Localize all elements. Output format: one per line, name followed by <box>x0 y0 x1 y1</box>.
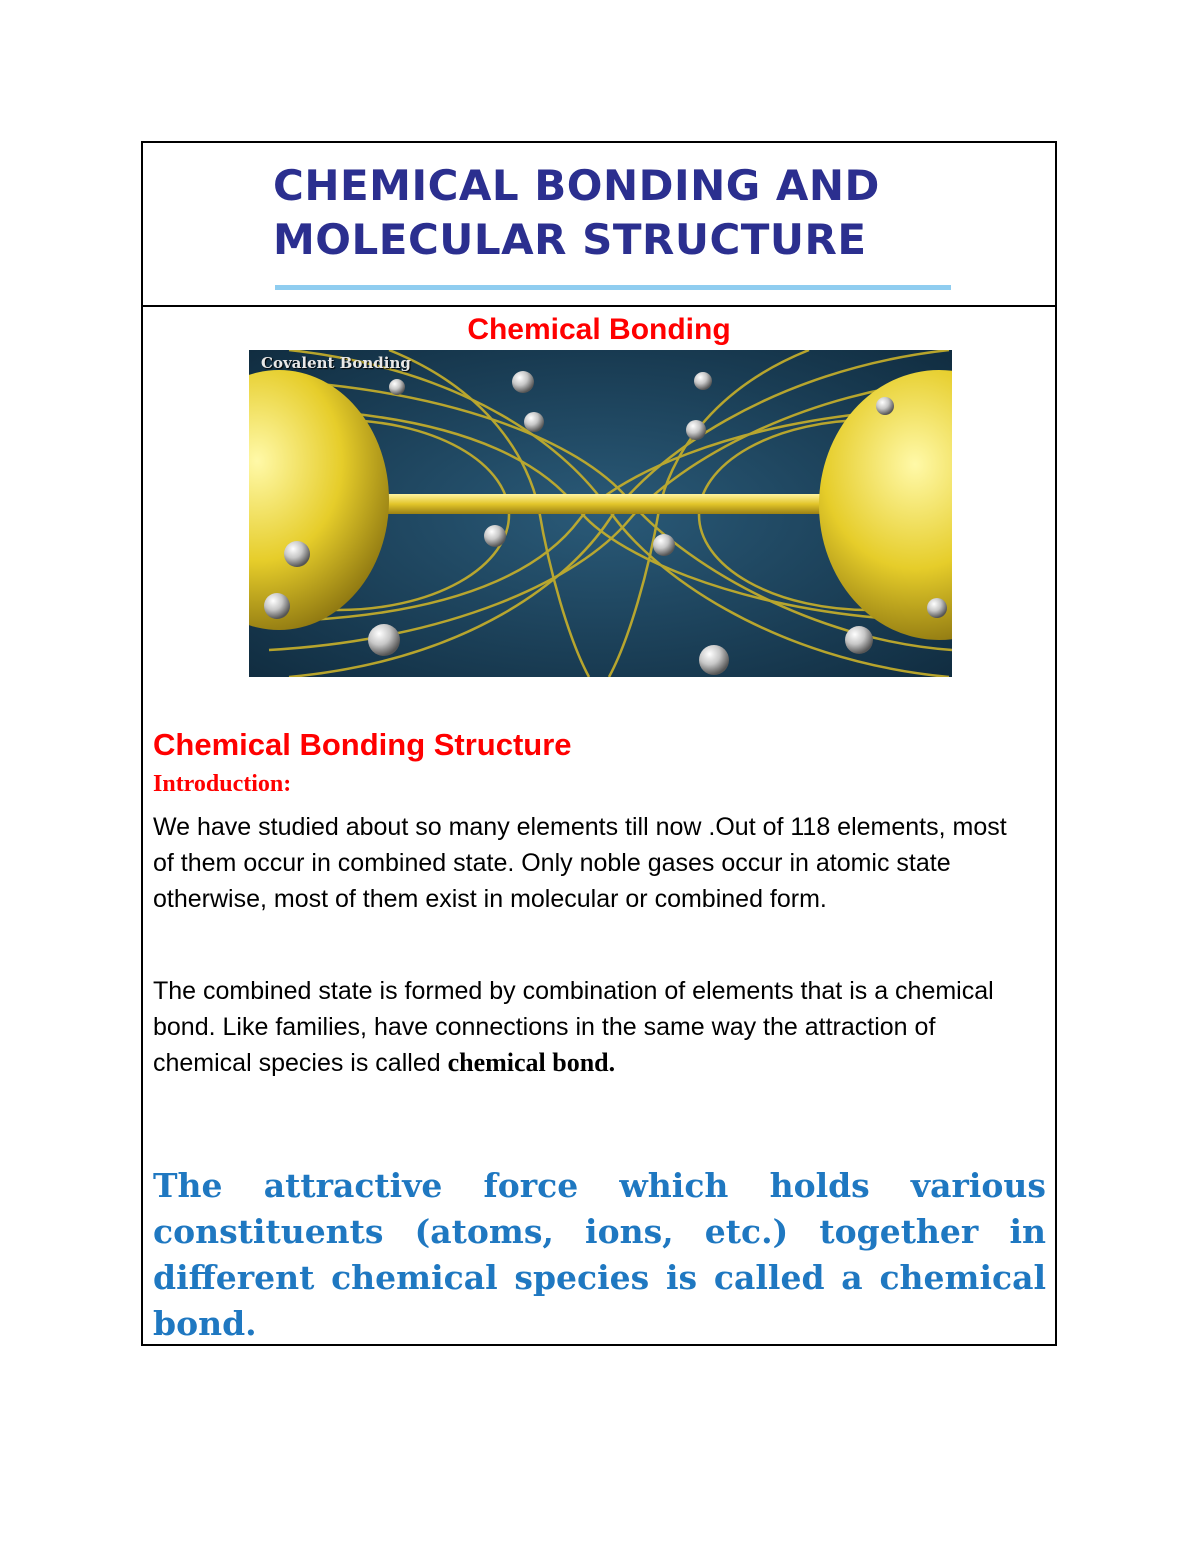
title-underline <box>275 285 951 290</box>
header-cell <box>143 143 1055 307</box>
document-frame <box>141 141 1057 1346</box>
image-caption: Covalent Bonding <box>261 354 411 372</box>
introduction-label: Introduction: <box>153 771 292 797</box>
chemical-bond-definition: The attractive force which holds various constituents (atoms, ions, etc.) together in different chemical species is called a chemical bond. <box>153 1166 1046 1343</box>
chemical-bond-term: chemical bond. <box>447 1048 616 1077</box>
combined-state-text: The combined state is formed by combination of elements that is a chemical bond. Like families, have connections in the same way the attraction of chemical species is called <box>153 977 994 1077</box>
combined-state-paragraph <box>153 973 1033 1081</box>
title-line-2: MOLECULAR STRUCTURE <box>273 215 867 264</box>
section-heading: Chemical Bonding <box>467 313 731 346</box>
intro-paragraph: We have studied about so many elements till now .Out of 118 elements, most of them occur in combined state. Only noble gases occur in atomic state otherwise, most of them exist in molecular or combined form. <box>153 813 1007 913</box>
covalent-bonding-image <box>249 350 952 677</box>
covalent-bond-illustration <box>249 350 952 677</box>
page-title <box>273 159 880 267</box>
section-subheading: Chemical Bonding Structure <box>153 727 572 762</box>
title-line-1: CHEMICAL BONDING AND <box>273 161 880 210</box>
